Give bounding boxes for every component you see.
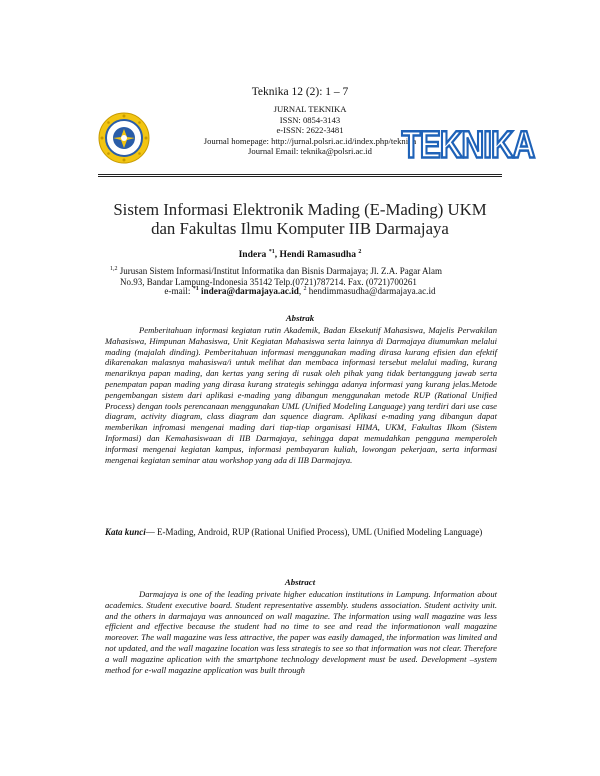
- abstract-en-heading: Abstract: [284, 577, 316, 587]
- teknika-brand-logo: [401, 114, 535, 167]
- author-1-sup: *1: [268, 249, 275, 255]
- journal-issn: ISSN: 0854-3143: [279, 114, 341, 125]
- email-2-link[interactable]: hendimmasudha@darmajaya.ac.id: [306, 286, 436, 297]
- journal-name: JURNAL TEKNIKA: [273, 104, 347, 114]
- author-separator: ,: [274, 249, 280, 261]
- email-separator: ,: [298, 286, 304, 297]
- author-2-sup: 2: [358, 249, 362, 255]
- email-label: e-mail:: [164, 286, 193, 297]
- journal-homepage-link[interactable]: Journal homepage: http://jurnal.polsri.ac.id/index.php/teknika: [203, 135, 417, 146]
- email-1-link[interactable]: indera@darmajaya.ac.id: [198, 286, 299, 297]
- abstrak-text: Pemberitahuan informasi kegiatan rutin Akademik, Badan Eksekutif Mahasiswa, Majelis Perwakilan Mahasiswa, Himpunan Mahasiswa, Unit Kegiatan Mahasiswa serta lainnya di Darmajaya diumumkan melalui mading (majalah dinding). Pemberitahuan informasi menggunakan mading dirasa kurang efisien dan efektif dikarenakan malasnya mahasiswa/i untuk melihat dan membaca informasi tersebut melalui mading, kurang menariknya papan mading, dan kertas yang sering di rusak oleh pihak yang tidak bertanggung jawab serta penempatan papan mading yang dirasa kurang strategis sehingga adanya informasi yang kurang jelas.Metode pengembangan sistem dari aplikasi e-mading yang dibangun menggunakan metode RUP (Rational Unified Process) dengan tools perencanaan menggunakan UML (Unified Modeling Language) yang terdiri dari use case diagram, activity diagram, class diagram dan squence diagram. Aplikasi e-mading yang dibangun dapat memberikan infromasi mengenai mading dari tiap-tiap organisasi HIMA, UKM, Fakultas Ilkom (Sistem Informasi) dan Kemahasiswaan di IIB Darmajaya, sehingga dapat memudahkan pengguna memperoleh informasi mengenai kegiatan kampus, informasi pembayaran kuliah, lowongan pekerjaan, serta informasi mengenai kegiatan seminar atau workshop yang ada di IIB Darmajaya.: [105, 325, 497, 465]
- paper-title: [90, 200, 510, 238]
- abstrak-heading: Abstrak: [285, 313, 315, 323]
- polsri-seal-logo: [98, 112, 150, 164]
- abstract-en-text: Darmajaya is one of the leading private higher education institutions in Lampung. Information about academics. Student executive board. Student representative assembly. studens association. Student activity unit. and the others in darmajaya was announced on wall magazine. The information using wall magazine was less efficient and effective because the student had no time to see and read the informationon wall magazine moreover. The wall magazine was less attractive, the paper was easily damaged, the information was limited and not updated, and the wall magazine location was less strategis to see so that information was not clear. Therefore a wall magazine aplication with the smartphone technology development must be used. Development –system method for e-wall magazine application was built through: [105, 589, 497, 675]
- paper-title-line1: Sistem Informasi Elektronik Mading (E-Mading) UKM: [113, 200, 487, 219]
- header-rule-top: [98, 174, 502, 175]
- affiliation-line2: No.93, Bandar Lampung-Indonesia 35142 Telp.(0721)787214. Fax. (0721)700261: [120, 277, 417, 287]
- paper-title-line2: dan Fakultas Ilmu Komputer IIB Darmajaya: [151, 219, 449, 238]
- brand-logo-text: TEKNIKA: [401, 123, 535, 167]
- header-rule-bottom: [98, 176, 502, 177]
- author-emails: [90, 286, 510, 296]
- email-1-sup: *1: [192, 286, 199, 292]
- abstract-en-body: [105, 589, 497, 675]
- author-2: Hendi Ramasudha: [279, 249, 357, 261]
- running-header: Teknika 12 (2): 1 – 7: [251, 86, 349, 98]
- authors: [90, 249, 510, 260]
- keywords: [105, 527, 497, 538]
- author-1: Indera: [238, 249, 267, 261]
- journal-eissn: e-ISSN: 2622-3481: [276, 125, 344, 136]
- keywords-label: Kata kunci: [105, 527, 146, 537]
- journal-email-link[interactable]: Journal Email: teknika@polsri.ac.id: [248, 146, 372, 157]
- affiliation-sup: 1,2: [110, 266, 118, 272]
- abstrak-body: [105, 325, 497, 465]
- affiliation-line1: Jurusan Sistem Informasi/Institut Informatika dan Bisnis Darmajaya; Jl. Z.A. Pagar Alam: [117, 266, 442, 276]
- affiliation: [110, 264, 502, 288]
- journal-masthead: [0, 104, 600, 166]
- keywords-text: — E-Mading, Android, RUP (Rational Unified Process), UML (Unified Modeling Language): [145, 527, 483, 537]
- email-2-sup: 2: [303, 286, 307, 292]
